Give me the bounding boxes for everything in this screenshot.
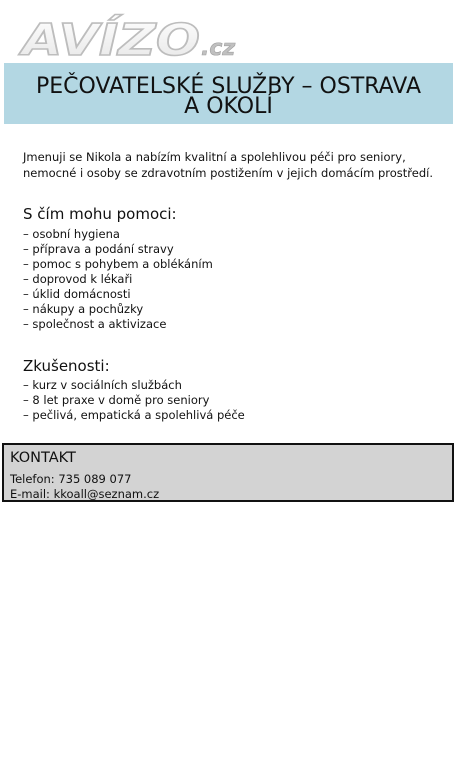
list-item: – osobní hygiena <box>23 227 120 241</box>
list-item: – pečlivá, empatická a spolehlivá péče <box>23 408 245 422</box>
intro-paragraph <box>23 149 443 181</box>
avizo-logo-graphic <box>0 0 461 66</box>
title-banner <box>4 63 453 124</box>
list-item: – doprovod k lékaři <box>23 272 133 286</box>
logo-suffix-text: .cz <box>201 36 236 61</box>
contact-box <box>2 443 454 502</box>
intro-line-2: nemocné i osoby se zdravotním postižením v jejich domácím prostředí. <box>23 166 433 180</box>
page-title-line-2: A OKOLÍ <box>184 94 273 119</box>
help-list <box>23 227 213 332</box>
list-item: – nákupy a pochůzky <box>23 302 144 316</box>
help-heading: S čím mohu pomoci: <box>23 205 177 223</box>
page-title-line-1: PEČOVATELSKÉ SLUŽBY – OSTRAVA <box>36 74 421 99</box>
list-item: – příprava a podání stravy <box>23 242 174 256</box>
list-item: – kurz v sociálních službách <box>23 378 182 392</box>
logo-main-text: AVÍZO <box>22 15 173 66</box>
avizo-logo[interactable] <box>0 0 461 66</box>
experience-heading: Zkušenosti: <box>23 357 110 375</box>
experience-list <box>23 378 245 423</box>
list-item: – 8 let praxe v domě pro seniory <box>23 393 210 407</box>
list-item: – společnost a aktivizace <box>23 317 167 331</box>
list-item: – úklid domácnosti <box>23 287 131 301</box>
contact-email[interactable]: E-mail: kkoall@seznam.cz <box>10 487 160 501</box>
contact-phone[interactable]: Telefon: 735 089 077 <box>10 472 132 486</box>
contact-heading: KONTAKT <box>10 450 76 466</box>
intro-line-1: Jmenuji se Nikola a nabízím kvalitní a spolehlivou péči pro seniory, <box>23 150 406 164</box>
list-item: – pomoc s pohybem a oblékáním <box>23 257 213 271</box>
